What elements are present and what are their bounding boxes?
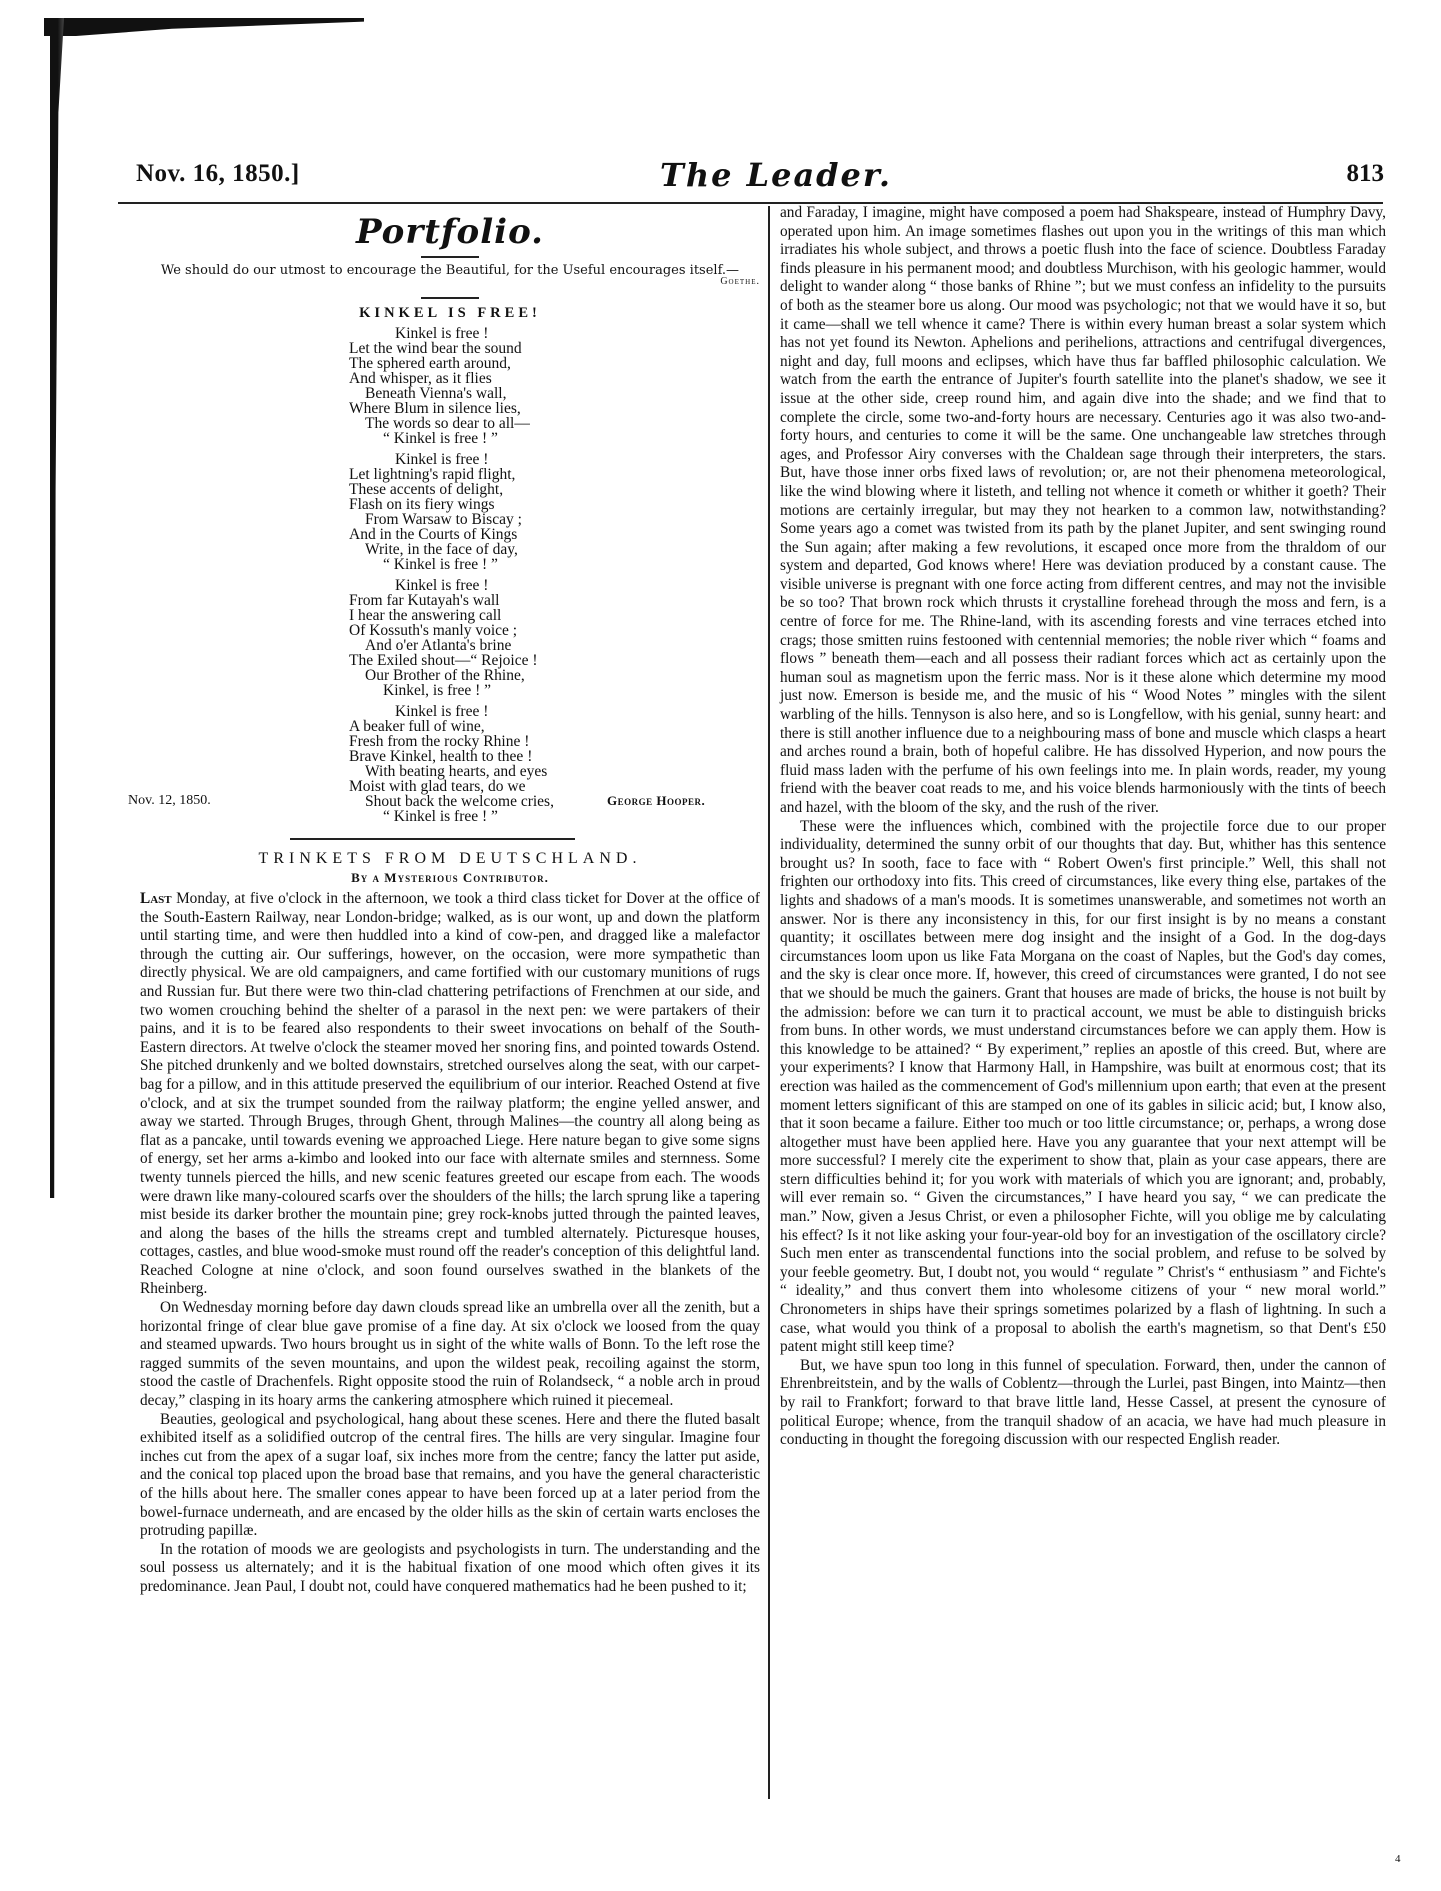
poem-date: Nov. 12, 1850. <box>128 793 211 808</box>
poem-line: Let lightning's rapid flight, <box>349 466 516 483</box>
binding-edge-top <box>44 18 364 36</box>
poem-line: From far Kutayah's wall <box>349 592 500 609</box>
poem-line: From Warsaw to Biscay ; <box>365 511 522 528</box>
poem-line: Kinkel, is free ! ” <box>383 682 492 699</box>
column-divider <box>768 206 770 1799</box>
masthead <box>130 158 1390 198</box>
epigraph: We should do our utmost to encourage the Beautiful, for the Useful encourages itself.— <box>160 263 740 278</box>
poem-line: Where Blum in silence lies, <box>349 400 521 417</box>
poem-line: These accents of delight, <box>349 481 504 498</box>
binding-edge-left <box>50 18 64 1198</box>
issue-date: Nov. 16, 1850.] <box>136 160 300 187</box>
divider <box>421 256 479 258</box>
poem-stanza <box>349 704 609 824</box>
poem-line: Brave Kinkel, health to thee ! <box>349 748 533 765</box>
lead-word: Last <box>140 890 172 907</box>
paragraph: and Faraday, I imagine, might have composed a poem had Shakspeare, instead of Humphry Davy, operated upon him. An image sometimes flashes out upon you in the writings of this man which irradiates his whole subject, and throws a poetic flush into the face of science. Doubtless Faraday finds pleasure in his permanent mood; and doubtless Murchison, with his geologic hammer, would delight to wander along “ those banks of Rhine ”; but we must confess an infidelity to the pursuits of both as the steamer bore us along. Our mood was psychologic; not that we would have it so, but it came—shall we tell whence it came? There is within every human breast a solar system which has not yet found its Newton. Aphelions and perihelions, attractions and centrifugal divergences, night and day, full moons and eclipses, which have thus far baffled philosophic calculation. We watch from the earth the entrance of Jupiter's fourth satellite into the planet's shadow, we see it issue at the other side, creep round him, and again dive into the shade; and we find that to complete the circle, some two-and-forty hours are necessary. Centuries ago it was also two-and-forty hours, and centuries to come it will be the same. One unchangeable law stretches through ages, and Professor Airy converses with the Chaldean sage through their interpreters, the stars. But, have those inner orbs fixed laws of revolution; or, are not their phenomena meteorological, like the wind blowing where it listeth, and telling not whence it cometh or whither it goeth? Their motions are certainly irregular, but may they not hearken to a common law, notwithstanding? Some years ago a comet was twisted from its path by the planet Jupiter, and sent swinging round the Sun again; after making a few revolutions, it escaped once more from the thraldom of our system and departed, God knows where! Here was deviation produced by a constant cause. The visible universe is pregnant with one force acting from different centres, and may not the invisible be so too? That brown rock which thrusts it crystalline forehead through the moss and fern, is a centre of force for me. The Rhine-land, with its ascending forests and vine terraces etched into crags; those smitten ruins festooned with centennial memories; the noble river which “ foams and flows ” beneath them—each and all possess their radiant forces which act as certainly upon the human soul as magnetism upon the ferric mass. Nor is it these alone which determine my mood just now. Emerson is beside me, and the music of his “ Wood Notes ” mingles with the silent warbling of the hills. Tennyson is also here, and so is Longfellow, with his genial, sunny heart: and there is still another influence due to a neighbouring mass of bone and muscle which clasps a heart and arches round a brain, both of hopeful calibre. He has dissolved Hyperion, and now pours the fluid mass laden with the perfume of his own feelings into me. In plain words, reader, my young friend with the beaver coat reads to me, and his voice blends harmoniously with the tints of beech and hazel, with the bloom of the sky, and the rush of the river. <box>780 204 1386 816</box>
corner-mark: 4 <box>1395 1853 1401 1865</box>
paragraph: In the rotation of moods we are geologists and psychologists in turn. The understanding and the soul possess us alternately; and it is the habitual fixation of one mood which often gives it its predominance. Jean Paul, I doubt not, could have conquered mathematics had he been pushed to it; <box>140 1540 760 1595</box>
article-title: TRINKETS FROM DEUTSCHLAND. <box>258 850 642 867</box>
poem-line: The words so dear to all— <box>365 415 530 432</box>
poem-stanza <box>349 578 609 698</box>
poem-line: And in the Courts of Kings <box>349 526 518 543</box>
article-body-right <box>780 204 1386 1450</box>
poem-line: Kinkel is free ! <box>395 703 489 720</box>
publication-title: The Leader. <box>660 156 892 194</box>
poem-line: Beneath Vienna's wall, <box>365 385 507 402</box>
poem-line: “ Kinkel is free ! ” <box>383 430 498 447</box>
divider <box>290 838 575 840</box>
poem-line: I hear the answering call <box>349 607 502 624</box>
poem-line: Flash on its fiery wings <box>349 496 495 513</box>
section-title: Portfolio. <box>355 212 544 252</box>
page-number: 813 <box>1346 160 1384 187</box>
article-body-left <box>140 890 760 1597</box>
poem-stanza <box>349 326 609 446</box>
poem-line: And whisper, as it flies <box>349 370 492 387</box>
poem-line: The Exiled shout—“ Rejoice ! <box>349 652 538 669</box>
poem-line: The sphered earth around, <box>349 355 511 372</box>
poem-line: Shout back the welcome cries, <box>365 793 554 810</box>
poem-line: And o'er Atlanta's brine <box>365 637 512 654</box>
paragraph: Beauties, geological and psychological, hang about these scenes. Here and there the fluted basalt exhibited itself as a solidified outcrop of the central fires. The hills are very singular. Imagine four inches cut from the apex of a sugar loaf, six inches more from the centre; fancy the latter put aside, and the conical top placed upon the broad base that remains, and you have the general characteristic of the hills about here. The smaller cones appear to have been forced up at a later period from the bowel-furnace underneath, and are encased by the older hills as the skin of certain warts encloses the protruding papillæ. <box>140 1410 760 1540</box>
poem-line: “ Kinkel is free ! ” <box>383 808 498 825</box>
poem-line: With beating hearts, and eyes <box>365 763 548 780</box>
poem-line: Kinkel is free ! <box>395 577 489 594</box>
poem-line: Let the wind bear the sound <box>349 340 522 357</box>
paragraph: But, we have spun too long in this funnel of speculation. Forward, then, under the cannon of Ehrenbreitstein, and by the walls of Coblentz—through the Lurlei, past Bingen, into Maintz—then by rail to Frankfort; forward to that brave little land, Hesse Cassel, at present the cynosure of political Europe; whence, from the tranquil shadow of an acacia, we have had much pleasure in conducting in thought the foregoing discussion with our respected English reader. <box>780 1356 1386 1449</box>
poem-line: Fresh from the rocky Rhine ! <box>349 733 530 750</box>
poem-line: Moist with glad tears, do we <box>349 778 526 795</box>
poem-stanza <box>349 452 609 572</box>
poem-line: Of Kossuth's manly voice ; <box>349 622 518 639</box>
poem-line: Kinkel is free ! <box>395 451 489 468</box>
poem-line: A beaker full of wine, <box>349 718 485 735</box>
epigraph-attribution: Goethe. <box>720 276 760 287</box>
paragraph: These were the influences which, combined with the projectile force due to our proper individuality, determined the sunny orbit of our thoughts that day. But, whither has this sentence brought us? In sooth, face to face with “ Robert Owen's first principle.” Well, this shall not frighten our orthodoxy into fits. This creed of circumstances, like every thing else, partakes of the lights and shadows of a man's moods. It is sometimes unanswerable, and sometimes not worth an answer. Nor is there any inconsistency in this, for our first insight is by no means a constant quantity; it oscillates between mere dog insight and the insight of a God. In the dog-days circumstances loom upon us like Fata Morgana on the coast of Naples, but the God's day comes, and the sky is clear once more. If, however, this creed of circumstances were granted, I do not see that we should be much the gainers. Grant that houses are made of bricks, the house is not built by the admission: before we can turn it to practical account, we must be able to distinguish bricks from buns. In other words, we must understand circumstances before we can apply them. How is this knowledge to be attained? “ By experiment,” replies an apostle of this creed. But, where are your experiments? I know that Harmony Hall, in Hampshire, was built at enormous cost; that its erection was hailed as the commencement of God's millennium upon earth; that even at the present moment letters significant of this are stamped on one of its gables in silicic acid; but, I know also, that it soon became a failure. Either too much or too little circumstance; or, perhaps, a wrong dose altogether must have been applied here. Have you any guarantee that your next attempt will be more successful? I merely cite the experiment to show that, plain as your case appears, there are stern difficulties behind it; for you work with materials of which you are ignorant; and, probably, will ever remain so. “ Given the circumstances,” I have heard you say, “ we can predicate the man.” Now, given a Jesus Christ, or even a philosopher Fichte, will you oblige me by calculating his effect? Is it not like asking your four-year-old boy for an investigation of the oscillatory circle? Such men enter as transcendental functions into the social problem, and refuse to be solved by your feeble geometry. But, I doubt not, you would “ regulate ” Christ's “ enthusiasm ” and Fichte's “ ideality,” and thus convert them into wholesome citizens of your “ new moral world.” Chronometers in ships have their springs sometimes polarized by a flash of lightning. In such a case, what would you think of a proposal to abolish the earth's magnetism, so that Dent's £50 patent might still keep time? <box>780 817 1386 1356</box>
left-column <box>140 210 760 1597</box>
article-byline: By a Mysterious Contributor. <box>351 870 549 885</box>
poem-line: Write, in the face of day, <box>365 541 518 558</box>
right-column <box>780 204 1386 1450</box>
poem-title: KINKEL IS FREE! <box>359 305 541 321</box>
paragraph: On Wednesday morning before day dawn clouds spread like an umbrella over all the zenith, but a horizontal fringe of clear blue gave promise of a fine day. At six o'clock we loosed from the quay and steamed upwards. Two hours brought us in sight of the white walls of Bonn. To the left rose the ragged summits of the seven mountains, and upon the wildest peak, recoiling against the storm, stood the castle of Drachenfels. Right opposite stood the ruin of Rolandseck, “ a noble arch in proud decay,” clasping in its hoary arms the cankering atmosphere which ruined it piecemeal. <box>140 1299 760 1410</box>
poem-line: “ Kinkel is free ! ” <box>383 556 498 573</box>
poem-line: Our Brother of the Rhine, <box>365 667 525 684</box>
divider <box>421 297 479 299</box>
poem-author: George Hooper. <box>607 793 706 808</box>
paragraph: Last Monday, at five o'clock in the afternoon, we took a third class ticket for Dover at the office of the South-Eastern Railway, near London-bridge; walked, as is our wont, up and down the platform until starting time, and were then huddled into a kind of cow-pen, and dragged like a malefactor through the cutting air. Our sufferings, however, on the occasion, were more sympathetic than directly physical. We are old campaigners, and came fortified with our customary munitions of rugs and Russian fur. But there were two thin-clad chattering petrifactions of Frenchmen at our side, and two women crouching behind the shelter of a parasol in the next pen: we were partakers of their pains, and it is to be feared also respondents to their sweet invocations on behalf of the South-Eastern directors. At twelve o'clock the steamer moved her snoring fins, and pointed towards Ostend. She pitched drunkenly and we bolted downstairs, stretched ourselves along the seat, with our carpet-bag for a pillow, and in this attitude preserved the equilibrium of our interior. Reached Ostend at five o'clock, and at six the trumpet sounded from the railway platform; the engine yelled answer, and away we started. Through Bruges, through Ghent, through Malines—the country all along being as flat as a pancake, until towards evening we approached Liege. Here nature began to give some signs of energy, set her arms a-kimbo and looked into our face with alternate smiles and sternness. Some twenty tunnels pierced the hills, and new scenic features greeted our escape from each. The woods were drawn like many-coloured scarfs over the shoulders of the hills; the larch sprung like a tapering mist beside its darker brother the mountain pine; grey rock-knobs jutted through the painted leaves, and along the bases of the hills the streams crept and tumbled alternately. Picturesque houses, cottages, castles, and blue wood-smoke must round off the reader's conception of this delightful land. Reached Cologne at nine o'clock, and soon found ourselves swathed in the blankets of the Rheinberg. <box>140 890 760 1298</box>
poem <box>349 326 609 824</box>
poem-line: Kinkel is free ! <box>395 325 489 342</box>
